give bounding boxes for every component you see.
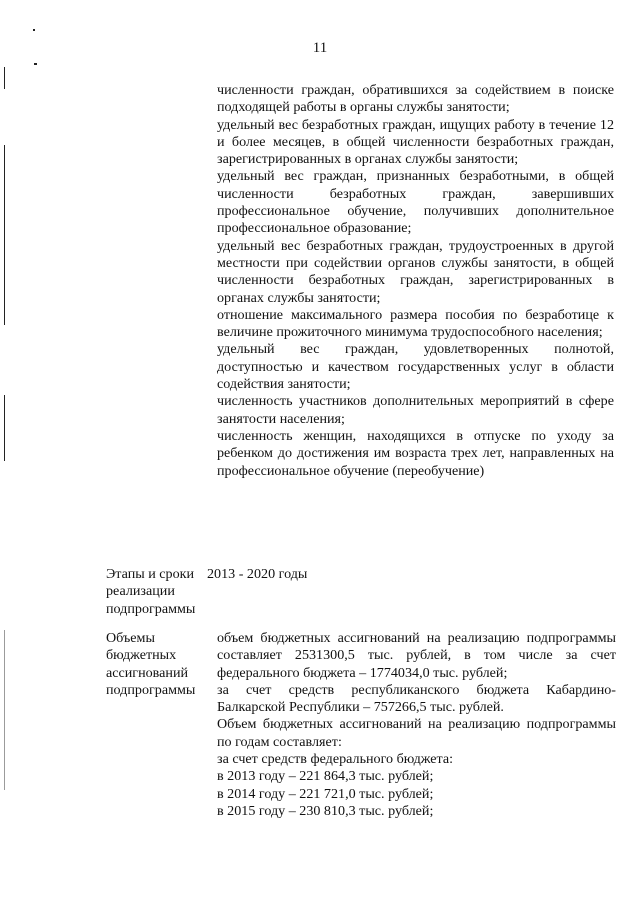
indicator-item: удельный вес граждан, признанных безработными, в общей численности безработных граждан, завершивших профессиональное обучение, получивших дополнительное профессиональное образование; [217, 168, 614, 237]
stages-value: 2013 - 2020 годы [207, 566, 308, 582]
indicator-item: численность женщин, находящихся в отпуске по уходу за ребенком до достижения им возраста трех лет, направленных на профессиональное обучение (переобучение) [217, 427, 614, 479]
scan-mark [4, 67, 5, 89]
indicators-list [217, 82, 614, 480]
funding-paragraph: Объем бюджетных ассигнований на реализацию подпрограммы по годам составляет: [217, 716, 616, 750]
stages-row [106, 566, 616, 618]
scan-mark [4, 145, 5, 325]
stages-label: Этапы и сроки реализации подпрограммы [106, 566, 196, 617]
funding-paragraph: в 2014 году – 221 721,0 тыс. рублей; [217, 785, 434, 802]
funding-paragraph: объем бюджетных ассигнований на реализацию подпрограммы составляет 2531300,5 тыс. рублей, в том числе за счет федерального бюджета – 1774034,0 тыс. рублей; [217, 630, 616, 681]
indicator-item: отношение максимального размера пособия по безработице к величине прожиточного минимума трудоспособного населения; [217, 306, 614, 341]
indicator-item: численность участников дополнительных мероприятий в сфере занятости населения; [217, 393, 614, 427]
funding-row [106, 630, 616, 820]
indicator-item: удельный вес безработных граждан, ищущих работу в течение 12 и более месяцев, в общей численности безработных граждан, зарегистрированных в органах службы занятости; [217, 116, 614, 168]
scan-mark [33, 29, 35, 31]
indicator-item: удельный вес безработных граждан, трудоустроенных в другой местности при содействии органов службы занятости, в общей численности безработных граждан, зарегистрированных в органах службы занятости; [217, 237, 614, 306]
funding-paragraph: в 2013 году – 221 864,3 тыс. рублей; [217, 768, 434, 785]
scan-mark [4, 395, 5, 461]
funding-paragraph: за счет средств республиканского бюджета Кабардино-Балкарской Республики – 757266,5 тыс. рублей. [217, 681, 616, 716]
scan-mark [34, 63, 37, 65]
funding-value [217, 630, 616, 820]
indicator-item: численности граждан, обратившихся за содействием в поиске подходящей работы в органы службы занятости; [217, 82, 614, 116]
scan-mark [4, 630, 5, 790]
page-number: 11 [312, 40, 328, 56]
funding-paragraph: за счет средств федерального бюджета: [217, 751, 454, 768]
indicator-item: удельный вес граждан, удовлетворенных полнотой, доступностью и качеством государственных услуг в области содействия занятости; [217, 341, 614, 393]
funding-paragraph: в 2015 году – 230 810,3 тыс. рублей; [217, 802, 434, 819]
funding-label: Объемы бюджетных ассигнований подпрограммы [106, 630, 196, 698]
